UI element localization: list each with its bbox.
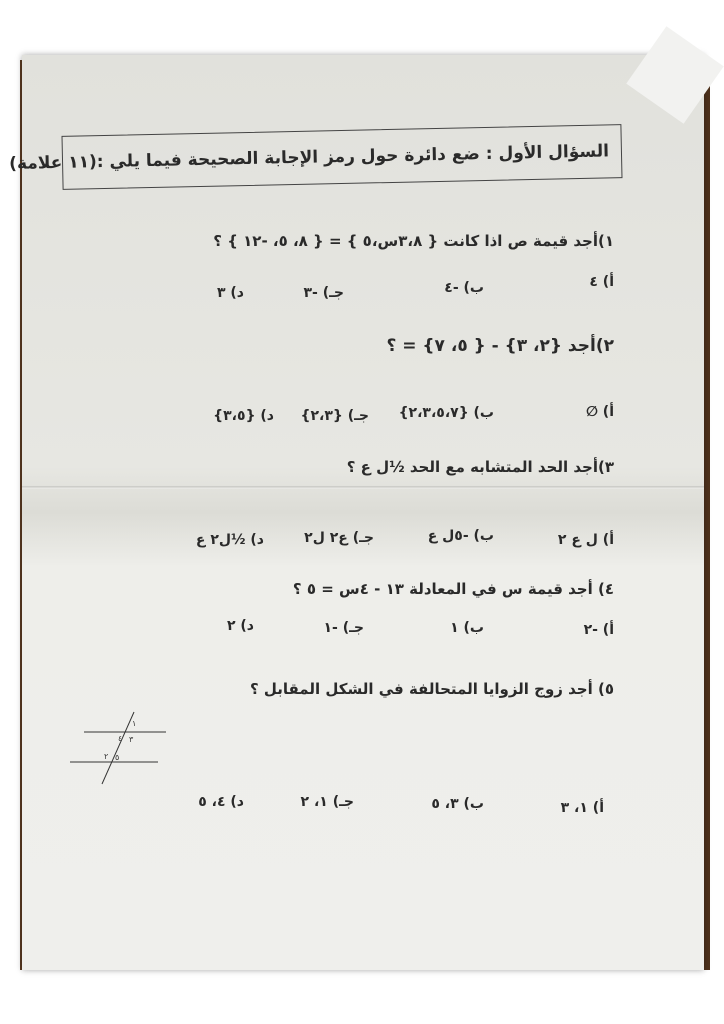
question-4-option-b[interactable]: ب) ١ <box>450 620 484 636</box>
question-1-option-b[interactable]: ب) -٤ <box>444 280 484 296</box>
angle-label-3: ٣ <box>129 735 134 744</box>
question-1-option-d[interactable]: د) ٣ <box>216 285 244 301</box>
question-2-option-c[interactable]: جـ) {٢،٣} <box>300 408 369 424</box>
question-3-option-d[interactable]: د) ½ل٢ ع <box>195 532 264 548</box>
question-2-option-b[interactable]: ب) {٢،٣،٥،٧} <box>398 405 494 421</box>
question-5-option-d[interactable]: د) ٤، ٥ <box>198 794 244 810</box>
question-1-option-c[interactable]: جـ) -٣ <box>303 285 344 301</box>
question-5-prompt: ٥) أجد زوج الزوايا المتحالفة في الشكل المقابل ؟ <box>249 680 614 698</box>
question-2-option-d[interactable]: د) {٣،٥} <box>213 408 274 424</box>
question-5-option-a[interactable]: أ) ١، ٣ <box>560 800 604 816</box>
paper-fold <box>22 486 704 489</box>
transversal-line <box>102 712 137 784</box>
question-1-option-a[interactable]: أ) ٤ <box>589 274 614 290</box>
question-2-option-a[interactable]: أ) ∅ <box>585 404 614 420</box>
question-3-option-c[interactable]: جـ) ع٢ ل٢ <box>304 530 374 546</box>
exam-sheet <box>22 55 704 970</box>
angle-label-2: ٢ <box>104 752 109 761</box>
question-3-prompt: ٣)أجد الحد المتشابه مع الحد ½ل ع ؟ <box>346 458 614 476</box>
question-4-option-d[interactable]: د) ٢ <box>226 618 254 634</box>
question-4-prompt: ٤) أجد قيمة س في المعادلة ١٣ - ٤س = ٥ ؟ <box>292 580 614 598</box>
question-3-option-a[interactable]: أ) ل ع ٢ <box>557 532 614 548</box>
question-1-prompt: ١)أجد قيمة ص اذا كانت { ٣،٨س،٥ } = { ٨، ٥، -١٢ } ؟ <box>213 232 614 250</box>
question-4-option-a[interactable]: أ) -٢ <box>583 622 614 638</box>
angle-label-4: ٤ <box>118 734 123 743</box>
question-3-option-b[interactable]: ب) -٥ل ع <box>427 528 494 544</box>
angle-label-5: ٥ <box>115 753 120 762</box>
question-2-prompt: ٢)أجد {٢، ٣} - { ٥، ٧} = ؟ <box>386 336 614 356</box>
question-header-title: السؤال الأول : ضع دائرة حول رمز الإجابة الصحيحة فيما يلي :(١١ علامة) <box>8 141 610 174</box>
parallel-lines-figure <box>66 710 176 790</box>
question-4-option-c[interactable]: جـ) -١ <box>323 620 364 636</box>
question-5-option-b[interactable]: ب) ٣، ٥ <box>431 796 484 812</box>
angle-label-1: ١ <box>132 719 137 728</box>
question-5-option-c[interactable]: جـ) ١، ٢ <box>300 794 354 810</box>
